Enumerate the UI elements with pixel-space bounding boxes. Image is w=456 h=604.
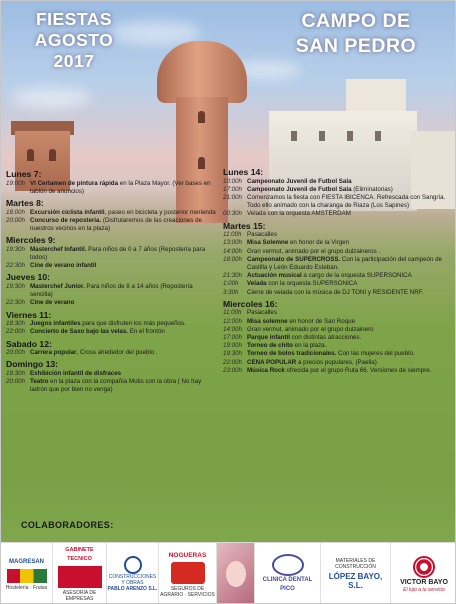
tower-window (198, 111, 205, 123)
schedule-event (223, 334, 451, 342)
sponsor-name: NOGUERAS (168, 551, 207, 559)
schedule-right-column (223, 167, 451, 377)
sponsor-logo-portrait (217, 543, 255, 604)
sponsor-sub: MATERIALES DE CONSTRUCCIÓN (335, 558, 376, 570)
event-detail: en honor de la Virgen (288, 239, 350, 247)
sponsor-sub: SEGUROS DE AGRARIO · SERVICIOS (160, 585, 215, 598)
church-window (49, 149, 56, 161)
event-description (247, 256, 451, 272)
event-description (30, 349, 216, 357)
sponsor-sub: Hostelería · Frutas (5, 584, 48, 591)
event-detail: Cierre de velada con la música de DJ TONI y RESIDENTE NRF. (247, 288, 424, 296)
schedule-event (223, 256, 451, 272)
event-time: 14:00h (223, 325, 242, 333)
sponsor-logo-clinica-dental (255, 543, 321, 604)
event-time: 00:30h (223, 210, 242, 218)
day-heading: Martes 8: (6, 198, 44, 208)
event-detail: Velada con la orquesta AMSTERDAM (247, 210, 351, 218)
schedule-event (223, 186, 451, 194)
schedule-event (223, 367, 451, 375)
event-time: 20:00h (6, 349, 25, 357)
event-detail: , Cross alrededor del pueblo . (76, 349, 158, 357)
event-description (30, 262, 216, 270)
event-description (30, 283, 216, 299)
event-highlight: Excursión ciclista infantil (30, 208, 105, 216)
schedule-event (223, 359, 451, 367)
event-description (247, 194, 451, 210)
event-time: 21:30h (223, 272, 242, 280)
event-description (247, 289, 451, 297)
event-highlight: VI Certamen de pintura rápida (30, 179, 119, 187)
event-time: 19:00h (6, 179, 25, 187)
event-time: 22:30h (6, 299, 25, 307)
schedule-event (6, 299, 216, 307)
event-description (30, 328, 216, 336)
event-highlight: Parque infantil (247, 334, 290, 342)
sponsor-logo-victor-bayo (391, 543, 456, 604)
event-description (30, 246, 216, 262)
event-description (30, 299, 216, 307)
event-highlight: Torneo de chito (247, 342, 293, 350)
event-time: 22:30h (6, 262, 25, 270)
event-description (247, 334, 451, 342)
church-window (27, 149, 34, 161)
schedule-event (6, 217, 216, 233)
event-detail: en la plaza. (292, 342, 327, 350)
event-time: 18:30h (6, 370, 25, 377)
event-time: 19:30h (6, 283, 25, 290)
event-highlight: Velada (247, 280, 267, 288)
event-detail: Con la participación del campeón de Castilla y León Eduardo Esteban. (247, 255, 443, 272)
title-line: AGOSTO (34, 30, 114, 50)
event-detail: en la Plaza Mayor. (Ver bases en tablón de anuncios) (30, 179, 211, 195)
schedule-event (223, 248, 451, 256)
sponsor-logo-lopez-bayo (321, 543, 391, 604)
event-highlight: Juegos infantiles (30, 320, 81, 328)
shield-icon (171, 562, 205, 584)
schedule-event (6, 349, 216, 357)
event-highlight: Campeonato de SUPERCROSS. (247, 255, 341, 263)
day-heading: Martes 15: (223, 220, 266, 231)
event-highlight: Campeonato Juvenil de Futbol Sala (247, 177, 352, 185)
event-description (247, 248, 451, 256)
event-highlight: Actuación musical (247, 272, 302, 280)
water-tower-tank (157, 41, 247, 103)
event-detail: Gran vermut, animado por el grupo dulzaineros . (247, 247, 381, 255)
warehouse-window (375, 131, 381, 141)
schedule-event (6, 180, 216, 196)
sponsor-name: CLINICA DENTAL PICO (262, 577, 313, 592)
event-time: 13:00h (223, 239, 242, 247)
schedule-event (223, 326, 451, 334)
schedule-event (223, 289, 451, 297)
event-time: 22:00h (6, 328, 25, 336)
event-detail: a precios populares, (Paella) (296, 358, 377, 366)
event-detail: con distintas atracciones. (289, 334, 362, 342)
event-detail: Pasacalles (247, 231, 277, 239)
event-detail: Con las mujeres del pueblo. (336, 350, 415, 358)
event-highlight: Misa Solemne (247, 239, 289, 247)
event-detail: (Eliminatorias) (351, 185, 393, 193)
sponsor-name: LÓPEZ BAYO, S.L. (328, 572, 383, 590)
sponsor-strip (1, 542, 456, 604)
day-heading: Sabado 12: (6, 338, 52, 349)
collaborators-heading: COLABORADORES: (21, 520, 114, 530)
schedule-event (6, 246, 216, 262)
day-heading: Viernes 11: (6, 309, 52, 320)
event-highlight: Masterchef Infantil. (30, 245, 87, 253)
event-time: 10:00h (223, 177, 242, 185)
day-heading: Domingo 13: (6, 359, 59, 370)
title-line: FIESTAS (35, 9, 113, 29)
event-highlight: Exhibición infantil de disfraces (30, 370, 122, 377)
sponsor-sub: PABLO ARENZO S.L. (107, 586, 158, 592)
schedule-event (223, 178, 451, 186)
event-time: 14:00h (223, 247, 242, 255)
sponsor-name: GABINETE TECNICO (65, 547, 94, 562)
event-description (247, 186, 451, 194)
spiral-icon (413, 556, 435, 578)
event-description (30, 320, 216, 328)
event-time: 19:30h (6, 245, 25, 253)
event-description (247, 178, 451, 186)
schedule-event (223, 231, 451, 239)
event-highlight: Música Rock (247, 366, 285, 374)
flag-icon (7, 569, 47, 583)
title-line: 2017 (53, 51, 95, 71)
event-highlight: Misa solemne (247, 317, 288, 325)
spacer (223, 375, 451, 377)
face-icon (226, 561, 246, 587)
schedule-event (223, 272, 451, 280)
sponsor-logo-magresan (1, 543, 53, 604)
event-highlight: Cine de verano (30, 299, 75, 307)
event-detail: Pasacalles (247, 309, 277, 317)
event-detail: Para niños de 0 a 7 años (Repostería para todos) (30, 245, 206, 261)
event-description (247, 210, 451, 218)
event-description (247, 359, 451, 367)
day-heading: Jueves 10: (6, 272, 50, 283)
event-highlight: Teatro (30, 378, 49, 386)
event-highlight: Concurso de repostería. (30, 216, 102, 224)
sponsor-name: MAGRESAN (8, 558, 44, 565)
sponsor-logo-construcciones (107, 543, 159, 604)
schedule-event (223, 210, 451, 218)
tower-window (198, 157, 205, 169)
spacer (6, 395, 216, 397)
schedule-event (223, 194, 451, 210)
event-highlight: CENA POPULAR (247, 358, 297, 366)
event-description (247, 318, 451, 326)
event-description (30, 217, 216, 233)
event-detail: en la plaza con la compañía Mutis con la obra ( No hay ladrón que por bien no venga) (30, 378, 202, 394)
event-description (247, 326, 451, 334)
schedule-event (223, 342, 451, 350)
event-description (247, 309, 451, 317)
poster-title-left (19, 9, 129, 72)
event-time: 20:00h (6, 216, 25, 224)
tooth-icon (272, 554, 304, 576)
event-time: 18:00h (6, 208, 25, 216)
event-time: 19:00h (223, 342, 242, 350)
event-description (247, 350, 451, 358)
event-highlight: Carrera popular (30, 349, 77, 357)
schedule-event (6, 209, 216, 217)
event-description (30, 378, 216, 394)
event-detail: , paseo en bicicleta y posterior merienda (104, 208, 216, 216)
schedule-event (6, 370, 216, 378)
schedule-event (223, 309, 451, 317)
event-detail: Comenzamos la fiesta con FIESTA IBICENCA. Refrescada con Sangría. Todo ello animado con la charanga de Riaza (Los Sapines) (247, 194, 446, 210)
warehouse-window (291, 131, 297, 141)
sponsor-name: VICTOR BAYO (400, 578, 448, 586)
schedule-event (6, 328, 216, 336)
schedule-event (223, 280, 451, 288)
day-heading: Miercoles 9: (6, 235, 56, 246)
event-time: 11:00h (223, 309, 242, 317)
event-description (247, 239, 451, 247)
schedule-event (6, 378, 216, 394)
event-highlight: Concierto de Saxo bajo las velas. (30, 328, 129, 336)
event-highlight: Torneo de bolos tradicionales. (247, 350, 337, 358)
event-time: 1:00h (223, 280, 239, 288)
event-time: 18:30h (6, 320, 25, 328)
event-detail: para que disfruten los más pequeños. (80, 320, 186, 328)
event-time: 3:30h (223, 288, 239, 296)
event-description (30, 180, 216, 196)
sponsor-name: CONSTRUCCIONES Y OBRAS (108, 574, 157, 586)
day-heading: Miercoles 16: (223, 298, 278, 309)
title-line: CAMPO DE (301, 10, 411, 32)
day-heading: Lunes 7: (6, 169, 42, 179)
day-heading: Lunes 14: (223, 167, 264, 177)
event-description (247, 342, 451, 350)
event-detail: En el frontón (128, 328, 165, 336)
event-time: 20:00h (6, 378, 25, 386)
schedule-event (6, 320, 216, 328)
event-description (30, 370, 216, 378)
poster-title-right (267, 9, 445, 59)
cloud (11, 87, 91, 109)
event-time: 12:00h (223, 317, 242, 325)
sponsor-sub: El lujo a tu servicio (403, 586, 445, 593)
event-time: 17:00h (223, 334, 242, 342)
event-time: 21:00h (223, 194, 242, 201)
event-time: 17:00h (223, 185, 242, 193)
schedule-event (6, 283, 216, 299)
c-letter-icon (124, 556, 142, 574)
schedule-event (223, 239, 451, 247)
event-description (247, 280, 451, 288)
event-description (247, 231, 451, 239)
event-detail: Para niños de 8 a 14 años (Repostería sencilla) (30, 283, 193, 299)
sponsor-logo-gabinete (53, 543, 107, 604)
sponsor-logo-nogueras (159, 543, 217, 604)
schedule-event (223, 350, 451, 358)
event-time: 11:00h (223, 231, 242, 239)
event-detail: en honor de San Roque (287, 317, 356, 325)
event-time: 18:00h (223, 255, 242, 263)
event-highlight: Cine de verano infantil (30, 262, 97, 270)
event-detail: con la orquesta SUPERSONICA (266, 280, 358, 288)
title-line: SAN PEDRO (295, 35, 417, 57)
event-description (247, 272, 451, 280)
event-time: 19:30h (223, 350, 242, 358)
schedule-left-column (6, 169, 216, 397)
event-detail: (Disfrutaremos de las creaciones de nuestros vecinos en la plaza) (30, 216, 202, 232)
schedule-event (223, 318, 451, 326)
event-detail: ofrecida por el grupo Ruta 66. Versiones de siempre. (284, 366, 432, 374)
warehouse-window (347, 131, 353, 141)
sponsor-sub: ASESORÍA DE EMPRESAS (62, 590, 97, 602)
event-highlight: Campeonato Juvenil de Futbol Sala (247, 185, 352, 193)
event-description (247, 367, 451, 375)
warehouse-window (319, 131, 325, 141)
event-detail: a cargo de la orquesta SUPERSONICA (301, 272, 412, 280)
event-time: 22:00h (223, 358, 242, 366)
event-detail: Gran vermut, animado por el grupo dulzainero (247, 325, 374, 333)
building-icon (58, 566, 102, 588)
event-highlight: Masterchef Junior. (30, 283, 85, 290)
event-time: 23:00h (223, 366, 242, 374)
schedule-event (6, 262, 216, 270)
event-description (30, 209, 216, 217)
